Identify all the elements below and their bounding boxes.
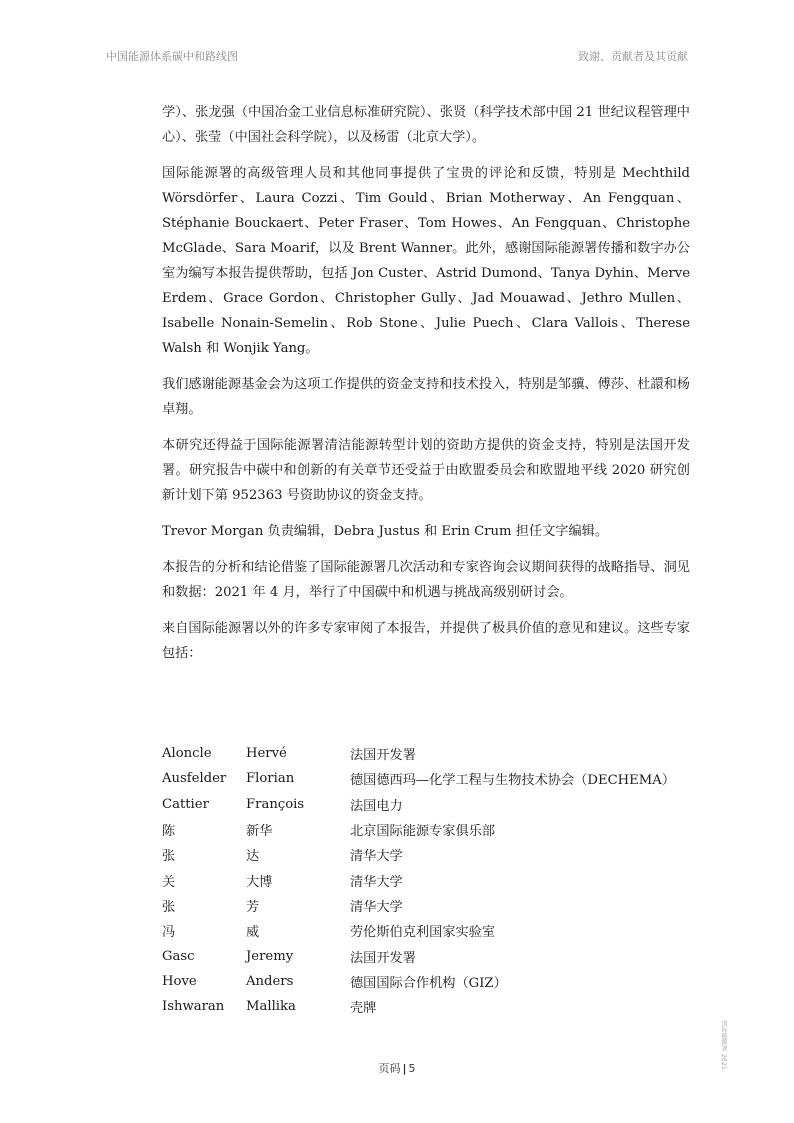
page-footer (0, 1060, 794, 1076)
expert-surname: 关 (162, 874, 176, 890)
expert-organization: 清华大学 (350, 899, 403, 915)
expert-surname: Aloncle (162, 746, 212, 762)
table-row (162, 918, 675, 943)
expert-surname: Ishwaran (162, 999, 225, 1015)
expert-surname: Ausfelder (162, 771, 227, 787)
expert-surname: 陈 (162, 824, 176, 840)
paragraph: 国际能源署的高级管理人员和其他同事提供了宝贵的评论和反馈，特别是 Mechthild Wörsdörfer、Laura Cozzi、Tim Gould、Brian Motherway、An Fengquan、Stéphanie Bouckaert、Peter Fraser、Tom Howes、An Fengquan、Christophe McGlade、Sara Moarif，以及 Brent Wanner。此外，感谢国际能源署传播和数字办公室为编写本报告提供帮助，包括 Jon Custer、Astrid Dumond、Tanya Dyhin、Merve Erdem、Grace Gordon、Christopher Gully、Jad Mouawad、Jethro Mullen、Isabelle Nonain-Semelin、Rob Stone、Julie Puech、Clara Vallois、Therese Walsh 和 Wonjik Yang。 (162, 166, 690, 356)
expert-given-name: 芳 (246, 899, 260, 915)
expert-surname: 张 (162, 899, 176, 915)
expert-organization: 清华大学 (350, 849, 403, 865)
expert-organization: 北京国际能源专家俱乐部 (350, 824, 496, 840)
expert-given-name: Hervé (246, 746, 287, 762)
page-label: 页码 (378, 1062, 401, 1075)
expert-surname: 冯 (162, 925, 176, 941)
copyright-note: 国际能源署 2021. (720, 1020, 727, 1073)
expert-given-name: Jeremy (246, 948, 294, 964)
expert-surname: 张 (162, 849, 176, 865)
expert-given-name: 威 (246, 925, 260, 941)
table-row (162, 817, 675, 842)
expert-given-name: 大博 (246, 874, 273, 890)
paragraph: 来自国际能源署以外的许多专家审阅了本报告，并提供了极具价值的意见和建议。这些专家包括： (162, 621, 690, 661)
table-row (162, 994, 675, 1019)
page-number: 5 (408, 1062, 416, 1075)
expert-given-name: 达 (246, 849, 260, 865)
expert-organization: 法国电力 (350, 798, 403, 814)
expert-given-name: Mallika (246, 999, 296, 1015)
table-row (162, 766, 675, 791)
table-row (162, 867, 675, 892)
table-row (162, 943, 675, 968)
paragraph: 我们感谢能源基金会为这项工作提供的资金支持和技术投入，特别是邹骥、傅莎、杜譞和杨卓翔。 (162, 377, 690, 417)
table-row (162, 741, 675, 766)
experts-table (162, 741, 675, 1019)
expert-given-name: 新华 (246, 824, 273, 840)
expert-organization: 德国德西玛—化学工程与生物技术协会（DECHEMA） (350, 773, 676, 789)
expert-organization: 法国开发署 (350, 748, 416, 764)
expert-organization: 德国国际合作机构（GIZ） (350, 975, 507, 991)
expert-organization: 法国开发署 (350, 950, 416, 966)
running-header-title: 中国能源体系碳中和路线图 (106, 50, 238, 63)
paragraph: Trevor Morgan 负责编辑，Debra Justus 和 Erin Crum 担任文字编辑。 (162, 524, 609, 539)
paragraph: 本研究还得益于国际能源署清洁能源转型计划的资助方提供的资金支持，特别是法国开发署。研究报告中碳中和创新的有关章节还受益于由欧盟委员会和欧盟地平线 2020 研究创新计划下第 952363 号资助协议的资金支持。 (162, 438, 690, 503)
expert-given-name: Anders (246, 973, 294, 989)
expert-surname: Gasc (162, 948, 195, 964)
expert-organization: 清华大学 (350, 874, 403, 890)
table-row (162, 969, 675, 994)
paragraph: 学）、张龙强（中国冶金工业信息标准研究院）、张贤（科学技术部中国 21 世纪议程管理中心）、张莹（中国社会科学院），以及杨雷（北京大学）。 (162, 105, 690, 145)
table-row (162, 893, 675, 918)
expert-given-name: François (246, 796, 305, 812)
running-header-section: 致谢、贡献者及其贡献 (578, 50, 688, 63)
expert-given-name: Florian (246, 771, 295, 787)
table-row (162, 792, 675, 817)
page-separator: | (402, 1062, 407, 1075)
paragraph: 本报告的分析和结论借鉴了国际能源署几次活动和专家咨询会议期间获得的战略指导、洞见和数据：2021 年 4 月，举行了中国碳中和机遇与挑战高级别研讨会。 (162, 560, 690, 600)
body-text (162, 100, 690, 677)
table-row (162, 842, 675, 867)
expert-surname: Cattier (162, 796, 209, 812)
expert-surname: Hove (162, 973, 197, 989)
expert-organization: 壳牌 (350, 1001, 377, 1017)
expert-organization: 劳伦斯伯克利国家实验室 (350, 925, 496, 941)
